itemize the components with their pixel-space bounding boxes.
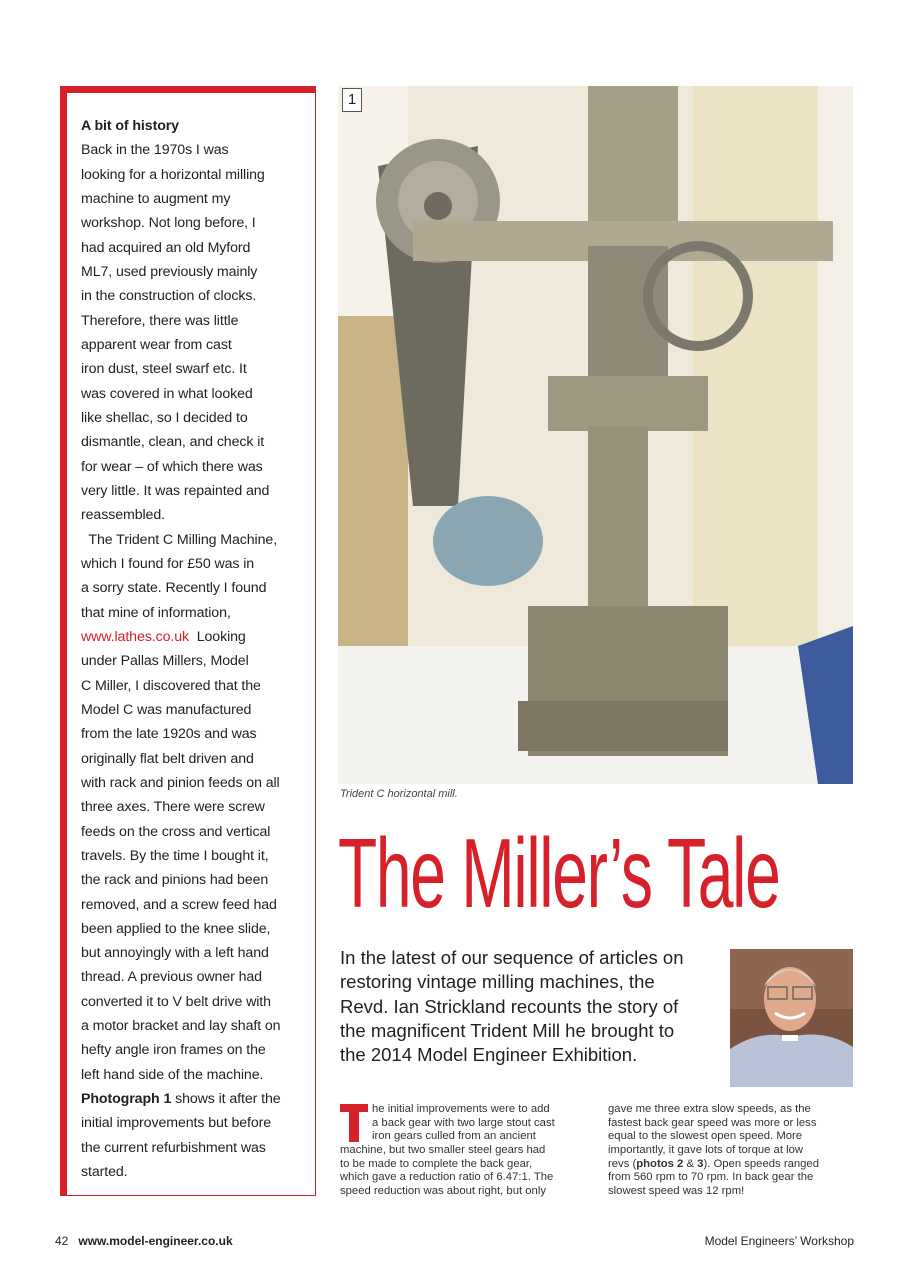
text-line: for wear – of which there was (81, 458, 263, 475)
text-line: which gave a reduction ratio of 6.47:1. The (340, 1171, 554, 1184)
text-line: machine, but two smaller steel gears had (340, 1143, 546, 1156)
text-line: with rack and pinion feeds on all (81, 774, 280, 791)
text-line: Revd. Ian Strickland recounts the story of (340, 995, 679, 1017)
text-line: importantly, it gave lots of torque at low (608, 1143, 804, 1156)
sidebar-text (81, 114, 281, 1184)
body-column-2 (608, 1103, 819, 1199)
text-line: from the late 1920s and was (81, 726, 257, 743)
text-line: hefty angle iron frames on the (81, 1042, 266, 1059)
text-line: a sorry state. Recently I found (81, 580, 267, 597)
text-line: fastest back gear speed was more or less (608, 1116, 817, 1129)
article-title: The Miller’s Tale (338, 818, 780, 928)
page-number: 42 (55, 1234, 69, 1248)
author-portrait (730, 949, 853, 1087)
text-line: like shellac, so I decided to (81, 409, 248, 426)
text-line: thread. A previous owner had (81, 969, 262, 986)
text-line: ML7, used previously mainly (81, 263, 258, 280)
text-line: travels. By the time I bought it, (81, 847, 269, 864)
text-line: looking for a horizontal milling (81, 166, 265, 183)
text-line: he initial improvements were to add (372, 1103, 550, 1115)
text-line: that mine of information, (81, 604, 231, 621)
text-line: iron dust, steel swarf etc. It (81, 361, 247, 378)
text-line: left hand side of the machine. (81, 1066, 264, 1083)
photo-reference: Photograph 1 (81, 1091, 172, 1108)
sidebar-heading: A bit of history (81, 118, 179, 134)
text-line: machine to augment my (81, 190, 231, 207)
text-line: gave me three extra slow speeds, as the (608, 1103, 811, 1115)
text-line: which I found for £50 was in (81, 555, 255, 572)
drop-cap (340, 1104, 368, 1142)
text-line: converted it to V belt drive with (81, 993, 271, 1010)
text-span: Looking (189, 628, 246, 645)
website-url[interactable]: www.model-engineer.co.uk (78, 1234, 233, 1248)
text-line: started. (81, 1164, 128, 1181)
text-line: workshop. Not long before, I (81, 215, 256, 232)
text-span: shows it after the (171, 1091, 281, 1108)
text-line: the magnificent Trident Mill he brought to (340, 1019, 675, 1041)
text-line: but annoyingly with a left hand (81, 945, 269, 962)
text-line (81, 625, 281, 649)
text-line: In the latest of our sequence of articles on (340, 947, 684, 968)
text-line: slowest speed was 12 rpm! (608, 1184, 745, 1197)
photo-reference: photos 2 (636, 1157, 684, 1170)
text-line: initial improvements but before (81, 1115, 272, 1132)
text-line: to be made to complete the back gear, (340, 1157, 533, 1170)
text-line: Therefore, there was little (81, 312, 239, 329)
text-line: very little. It was repainted and (81, 482, 270, 499)
text-line: equal to the slowest open speed. More (608, 1130, 803, 1143)
text-line: the rack and pinions had been (81, 872, 269, 889)
text-span: ). Open speeds ranged (703, 1157, 819, 1170)
text-line: speed reduction was about right, but only (340, 1184, 546, 1197)
text-line: The Trident C Milling Machine, (81, 531, 278, 548)
text-line: feeds on the cross and vertical (81, 823, 271, 840)
photo-reference: 3 (697, 1157, 704, 1170)
text-line: three axes. There were screw (81, 799, 265, 816)
text-line: restoring vintage milling machines, the (340, 971, 655, 993)
text-line: reassembled. (81, 507, 165, 524)
text-line: removed, and a screw feed had (81, 896, 277, 913)
text-line: from 560 rpm to 70 rpm. In back gear the (608, 1171, 814, 1184)
text-line: under Pallas Millers, Model (81, 653, 249, 670)
trident-mill-photo (338, 86, 853, 784)
text-line: Back in the 1970s I was (81, 142, 229, 159)
history-sidebar (60, 86, 316, 1196)
photo-caption: Trident C horizontal mill. (340, 788, 458, 800)
text-line: iron gears culled from an ancient (372, 1130, 536, 1143)
text-line: apparent wear from cast (81, 336, 232, 353)
photo-number: 1 (342, 88, 362, 112)
footer-left (55, 1234, 233, 1248)
text-line: Model C was manufactured (81, 701, 252, 718)
text-line: the 2014 Model Engineer Exhibition. (340, 1044, 638, 1066)
text-span: & (683, 1157, 698, 1170)
text-line: a back gear with two large stout cast (372, 1116, 555, 1129)
text-line: dismantle, clean, and check it (81, 434, 265, 451)
text-line: a motor bracket and lay shaft on (81, 1018, 281, 1035)
text-line: had acquired an old Myford (81, 239, 251, 256)
text-line: was covered in what looked (81, 385, 253, 402)
lathes-link[interactable]: www.lathes.co.uk (81, 628, 190, 645)
text-line: the current refurbishment was (81, 1139, 266, 1156)
text-line (81, 1087, 281, 1111)
text-span: revs ( (608, 1157, 637, 1170)
text-line: originally flat belt driven and (81, 750, 254, 767)
text-line: been applied to the knee slide, (81, 920, 271, 937)
text-line (608, 1158, 819, 1172)
magazine-name: Model Engineers’ Workshop (704, 1234, 854, 1248)
text-line: C Miller, I discovered that the (81, 677, 261, 694)
body-column-1 (340, 1103, 555, 1199)
text-line: in the construction of clocks. (81, 288, 257, 305)
standfirst (340, 946, 684, 1067)
